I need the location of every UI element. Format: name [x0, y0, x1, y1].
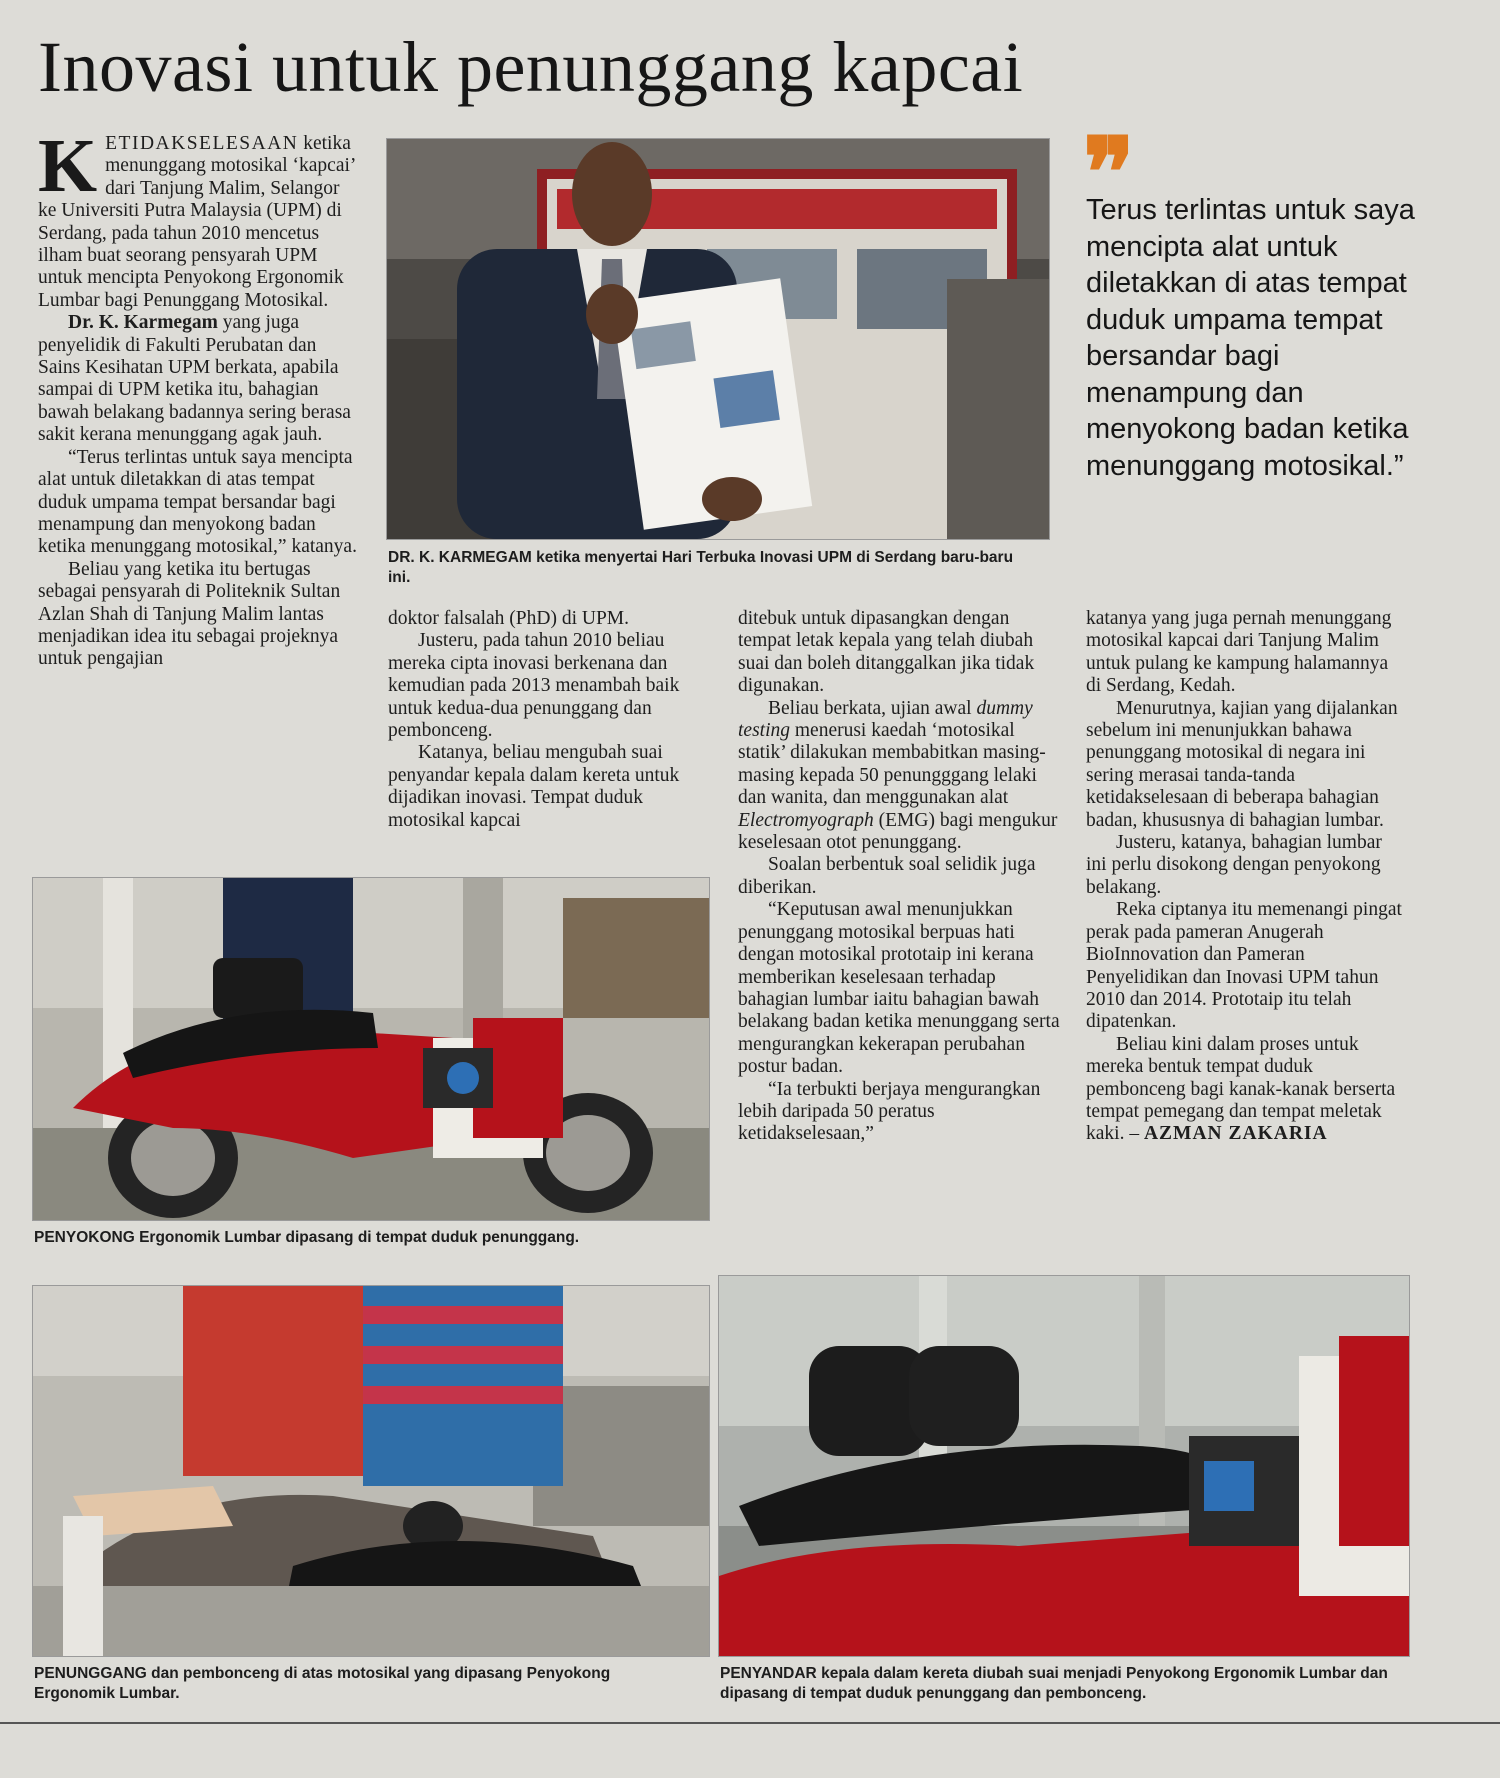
pull-quote: Terus terlintas untuk saya mencipta alat untuk diletakkan di atas tempat duduk umpama tempat bersandar bagi menampung dan menyokong badan ketika menunggang motosikal.”: [1086, 194, 1415, 482]
caption-text: ketika menyertai Hari Terbuka Inovasi UPM di Serdang baru-baru ini.: [388, 549, 1014, 586]
byline: AZMAN ZAKARIA: [1143, 1123, 1328, 1145]
paragraph-text: yang juga penyelidik di Fakulti Perubatan dan Sains Kesihatan UPM berkata, apabila sampai di UPM ketika itu, bahagian bawah belakang badannya sering berasa sakit kerana menunggang agak jauh.: [38, 312, 351, 446]
paragraph-text: Beliau kini dalam proses untuk mereka bentuk tempat duduk pembonceng bagi kanak-kanak berserta tempat pemegang dan tempat meletak kaki. –: [1086, 1033, 1396, 1145]
lead-text: ketika menunggang motosikal ‘kapcai’ dari Tanjung Malim, Selangor ke Universiti Putra Malaysia (UPM) di Serdang, pada tahun 2010 mencetus ilham buat seorang pensyarah UPM untuk mencipta Penyokong Ergonomik Lumbar bagi Penunggang Motosikal.: [38, 133, 355, 311]
caption-lead: DR. K. KARMEGAM: [388, 549, 532, 566]
paragraph-text: (EMG) bagi mengukur keselesaan otot penunggang.: [738, 809, 1058, 854]
person-name: Dr. K. Karmegam: [68, 312, 218, 334]
caption-text: kepala dalam kereta diubah suai menjadi Penyokong Ergonomik Lumbar dan dipasang di tempat duduk penunggang dan pembonceng.: [720, 1665, 1388, 1702]
paragraph-text: menerusi kaedah ‘motosikal statik’ dilakukan membabitkan masing-masing kepada 50 penungggang lelaki dan wanita, dan menggunakan alat: [738, 720, 1046, 809]
paragraph-text: Beliau berkata, ujian awal: [768, 697, 972, 719]
paragraph: Soalan berbentuk soal selidik juga diberikan.: [738, 854, 1036, 898]
lead-paragraph: [38, 124, 358, 312]
caption-lead: PENUNGGANG: [34, 1665, 147, 1682]
headline: Inovasi untuk penunggang kapcai: [38, 27, 1024, 107]
paragraph: Justeru, pada tahun 2010 beliau mereka cipta inovasi berkenana dan kemudian pada 2013 menambah baik untuk kedua-dua penunggang dan pembonceng.: [388, 630, 680, 742]
caption-text: dan pembonceng di atas motosikal yang dipasang Penyokong Ergonomik Lumbar.: [34, 1665, 611, 1702]
italic-term: Electromyograph: [738, 809, 874, 831]
paragraph: Beliau yang ketika itu bertugas sebagai pensyarah di Politeknik Sultan Azlan Shah di Tanjung Malim lantas menjadikan idea itu sebagai projeknya untuk pengajian: [38, 558, 341, 670]
paragraph: doktor falsalah (PhD) di UPM.: [388, 608, 630, 629]
column-4: [1086, 608, 1406, 1146]
paragraph: “Terus terlintas untuk saya mencipta alat untuk diletakkan di atas tempat duduk umpama tempat bersandar bagi menampung dan menyokong badan ketika menunggang motosikal,” katanya.: [38, 446, 357, 558]
paragraph: Justeru, katanya, bahagian lumbar ini perlu disokong dengan penyokong belakang.: [1086, 832, 1382, 898]
photo-researcher-with-poster: [386, 138, 1050, 540]
caption-lead: PENYOKONG: [34, 1229, 135, 1246]
caption-photo-2: [34, 1228, 694, 1248]
column-2: [388, 608, 708, 832]
caption-photo-4: [720, 1664, 1410, 1704]
column-3: [738, 608, 1060, 1146]
photo-rider-with-support: [32, 877, 710, 1221]
paragraph: Reka ciptanya itu memenangi pingat perak pada pameran Anugerah BioInnovation dan Pameran Penyelidikan dan Inovasi UPM tahun 2010 dan 2014. Prototaip itu telah dipatenkan.: [1086, 899, 1402, 1033]
caption-text: Ergonomik Lumbar dipasang di tempat duduk penunggang.: [139, 1229, 580, 1246]
paragraph: “Keputusan awal menunjukkan penunggang motosikal berpuas hati dengan motosikal prototaip ini kerana memberikan keselesaan terhadap bahagian lumbar iaitu bahagian bawah belakang badan ketika menunggang serta mengurangkan kekerapan perubahan postur badan.: [738, 899, 1060, 1078]
caption-photo-1: [388, 548, 1038, 588]
paragraph: [1086, 1034, 1406, 1146]
paragraph: ditebuk untuk dipasangkan dengan tempat letak kepala yang telah diubah suai dan boleh ditanggalkan jika tidak digunakan.: [738, 608, 1035, 697]
quote-mark-icon: ❞: [1083, 116, 1135, 229]
bottom-divider: [0, 1722, 1500, 1724]
paragraph: [738, 698, 1060, 855]
italic-term: dummy testing: [738, 697, 1033, 742]
paragraph: [38, 312, 358, 446]
caption-photo-3: [34, 1664, 634, 1704]
drop-cap: K: [38, 124, 98, 208]
photo-seat-with-headrest: [718, 1275, 1410, 1657]
paragraph: katanya yang juga pernah menunggang motosikal kapcai dari Tanjung Malim untuk pulang ke kampung halamannya di Serdang, Kedah.: [1086, 608, 1392, 697]
lead-caps: ETIDAKSELESAAN: [105, 133, 299, 154]
caption-lead: PENYANDAR: [720, 1665, 817, 1682]
column-1: [38, 124, 358, 671]
paragraph: Katanya, beliau mengubah suai penyandar kepala dalam kereta untuk dijadikan inovasi. Tempat duduk motosikal kapcai: [388, 742, 680, 831]
paragraph: Menurutnya, kajian yang dijalankan sebelum ini menunjukkan bahawa penunggang motosikal di negara ini sering merasai tanda-tanda ketidakselesaan di beberapa bahagian badan, khususnya di bahagian lumbar.: [1086, 697, 1398, 831]
paragraph: “Ia terbukti berjaya mengurangkan lebih daripada 50 peratus ketidakselesaan,”: [738, 1078, 1041, 1145]
photo-rider-and-pillion: [32, 1285, 710, 1657]
